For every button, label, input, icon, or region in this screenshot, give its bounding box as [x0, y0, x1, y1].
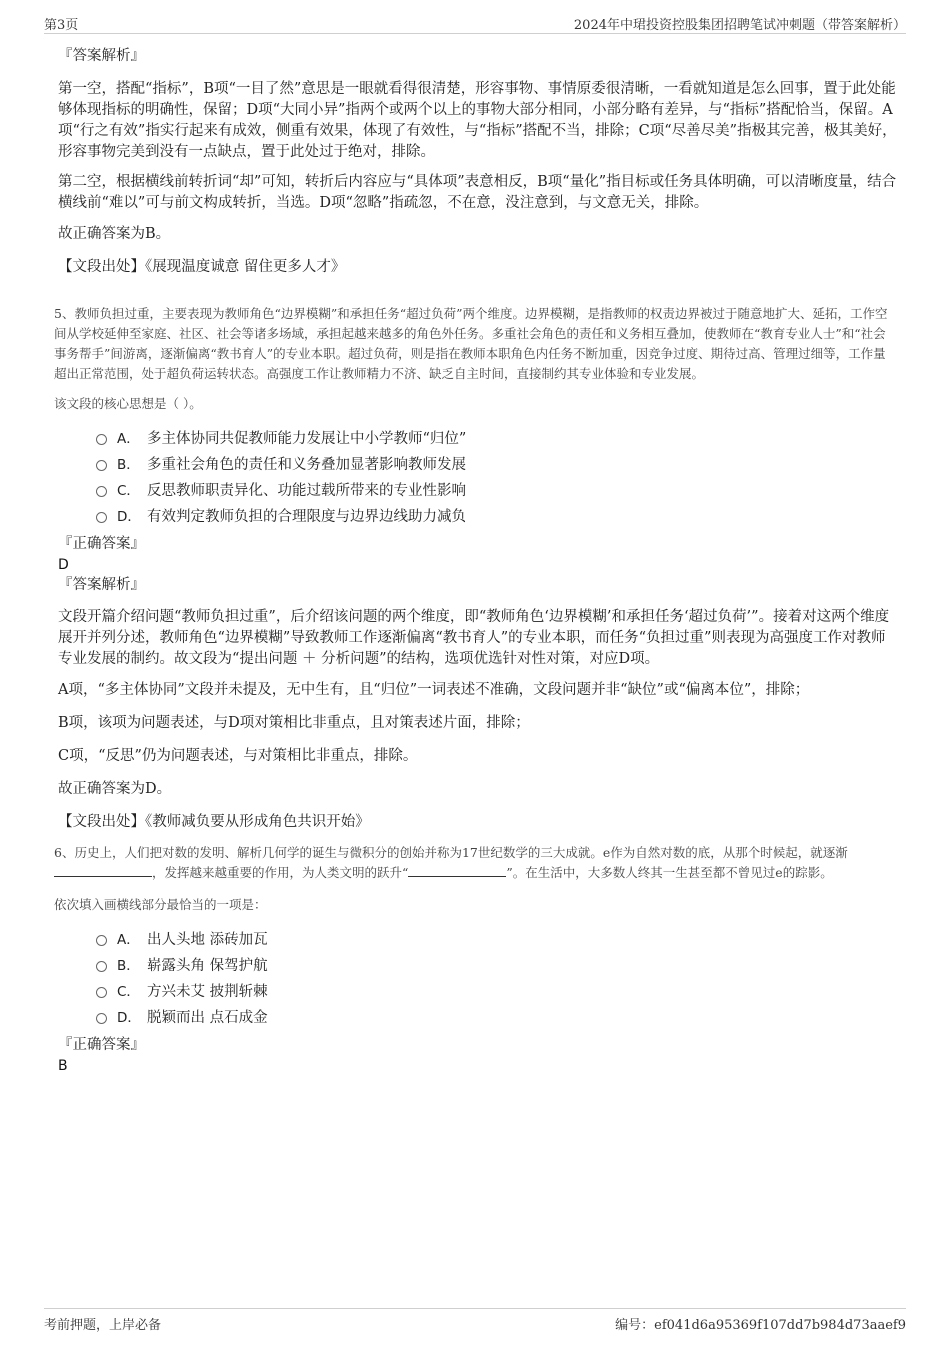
- option-text: 反思教师职责异化、功能过载所带来的专业性影响: [147, 483, 466, 499]
- q6-option-a[interactable]: A． 出人头地 添砖加瓦: [96, 927, 898, 953]
- q6-option-c[interactable]: C． 方兴未艾 披荆斩棘: [96, 979, 898, 1005]
- page-header: [44, 12, 906, 34]
- q5-option-c[interactable]: C． 反思教师职责异化、功能过载所带来的专业性影响: [96, 478, 898, 504]
- q5-analysis-p2: A项，“多主体协同”文段并未提及，无中生有，且“归位”一词表述不准确，文段问题并非“缺位”或“偏离本位”，排除；: [58, 682, 810, 698]
- q5-question: 该文段的核心思想是（ ）。: [54, 396, 202, 411]
- q5-answer: D: [58, 557, 69, 573]
- option-text: 脱颖而出 点石成金: [147, 1010, 268, 1026]
- radio-icon[interactable]: [96, 512, 107, 523]
- option-text: 出人头地 添砖加瓦: [147, 932, 268, 948]
- q4-conclusion: 故正确答案为B。: [58, 226, 171, 242]
- q5-conclusion: 故正确答案为D。: [58, 781, 172, 797]
- q5-analysis-p4: C项，“反思”仍为问题表述，与对策相比非重点，排除。: [58, 748, 418, 764]
- radio-icon[interactable]: [96, 1013, 107, 1024]
- q5-option-a[interactable]: A． 多主体协同共促教师能力发展让中小学教师“归位”: [96, 426, 898, 452]
- q5-option-b[interactable]: B． 多重社会角色的责任和义务叠加显著影响教师发展: [96, 452, 898, 478]
- radio-icon[interactable]: [96, 935, 107, 946]
- option-text: 多主体协同共促教师能力发展让中小学教师“归位”: [147, 431, 467, 447]
- q6-option-d[interactable]: D． 脱颖而出 点石成金: [96, 1005, 898, 1031]
- q5-analysis-p3: B项，该项为问题表述，与D项对策相比非重点，且对策表述片面，排除；: [58, 715, 530, 731]
- q4-analysis-p1: 第一空，搭配“指标”，B项“一目了然”意思是一眼就看得很清楚，形容事物、事情原委很清晰，一看就知道是怎么回事，置于此处能够体现指标的明确性，保留；D项“大同小异”指两个或两个以上的事物大部分相同，小部分略有差异，与“指标”搭配恰当，保留。A项“行之有效”指实行起来有成效，侧重有效果，体现了有效性，与“指标”搭配不当，排除；C项“尽善尽美”指极其完善，极其美好，形容事物完美到没有一点缺点，置于此处过于绝对，排除。: [58, 81, 897, 160]
- q5-options: [96, 426, 898, 530]
- q6-question: 依次填入画横线部分最恰当的一项是：: [54, 897, 267, 912]
- q6-answer: B: [58, 1058, 68, 1074]
- q4-analysis-label: 『答案解析』: [58, 48, 145, 64]
- radio-icon[interactable]: [96, 961, 107, 972]
- page-number: 第3页: [44, 18, 79, 33]
- page-footer: [44, 1308, 906, 1334]
- radio-icon[interactable]: [96, 486, 107, 497]
- radio-icon[interactable]: [96, 987, 107, 998]
- q5-answer-label: 『正确答案』: [58, 536, 145, 552]
- radio-icon[interactable]: [96, 434, 107, 445]
- radio-icon[interactable]: [96, 460, 107, 471]
- q5-analysis-p1: 文段开篇介绍问题“教师负担过重”，后介绍该问题的两个维度，即“教师角色‘边界模糊’和承担任务‘超过负荷’”。接着对这两个维度展开并列分述，教师角色“边界模糊”导致教师工作逐渐偏离“教书育人”的专业本职，而任务“负担过重”则表现为高强度工作对教师专业发展的制约。故文段为“提出问题 ＋ 分析问题”的结构，选项优选针对性对策，对应D项。: [58, 609, 890, 667]
- q6-option-b[interactable]: B． 崭露头角 保驾护航: [96, 953, 898, 979]
- blank-2: [408, 865, 506, 877]
- document-title: 2024年中珺投资控股集团招聘笔试冲刺题（带答案解析）: [573, 18, 906, 33]
- document-id: 编号：ef041d6a95369f107dd7b984d73aaef9: [615, 1318, 906, 1333]
- q4-source: 【文段出处】《展现温度诚意 留住更多人才》: [58, 259, 346, 275]
- option-text: 崭露头角 保驾护航: [147, 958, 268, 974]
- page-content: [54, 46, 898, 1076]
- q6-answer-label: 『正确答案』: [58, 1037, 145, 1053]
- q5-analysis-label: 『答案解析』: [58, 577, 145, 593]
- q5-source: 【文段出处】《教师减负要从形成角色共识开始》: [58, 814, 370, 830]
- q4-analysis-p2: 第二空，根据横线前转折词“却”可知，转折后内容应与“具体项”表意相反，B项“量化”指目标或任务具体明确，可以清晰度量，结合横线前“难以”可与前文构成转折，当选。D项“忽略”指疏忽，不在意，没注意到，与文意无关，排除。: [58, 174, 897, 211]
- q5-option-d[interactable]: D． 有效判定教师负担的合理限度与边界边线助力减负: [96, 504, 898, 530]
- q6-options: [96, 927, 898, 1031]
- option-text: 多重社会角色的责任和义务叠加显著影响教师发展: [147, 457, 466, 473]
- option-text: 方兴未艾 披荆斩棘: [147, 984, 268, 1000]
- option-text: 有效判定教师负担的合理限度与边界边线助力减负: [147, 509, 466, 525]
- q6-stem: 6、历史上，人们把对数的发明、解析几何学的诞生与微积分的创始并称为17世纪数学的三大成就。e作为自然对数的底，从那个时候起，就逐渐，发挥越来越重要的作用，为人类文明的跃升“ ”。在生活中，大多数人终其一生甚至都不曾见过e的踪影。: [54, 845, 848, 880]
- q5-stem: 5、教师负担过重，主要表现为教师角色“边界模糊”和承担任务“超过负荷”两个维度。边界模糊，是指教师的权责边界被过于随意地扩大、延拓，工作空间从学校延伸至家庭、社区、社会等诸多场域，承担起越来越多的角色外任务。多重社会角色的责任和义务相互叠加，使教师在“教育专业人士”和“社会事务帮手”间游离，逐渐偏离“教书育人”的专业本职。超过负荷，则是指在教师本职角色内任务不断加重，因竞争过度、期待过高、管理过细等，工作量超出正常范围，处于超负荷运转状态。高强度工作让教师精力不济、缺乏自主时间，直接制约其专业体验和专业发展。: [54, 306, 888, 381]
- blank-1: [54, 865, 152, 877]
- footer-slogan: 考前押题，上岸必备: [44, 1318, 162, 1333]
